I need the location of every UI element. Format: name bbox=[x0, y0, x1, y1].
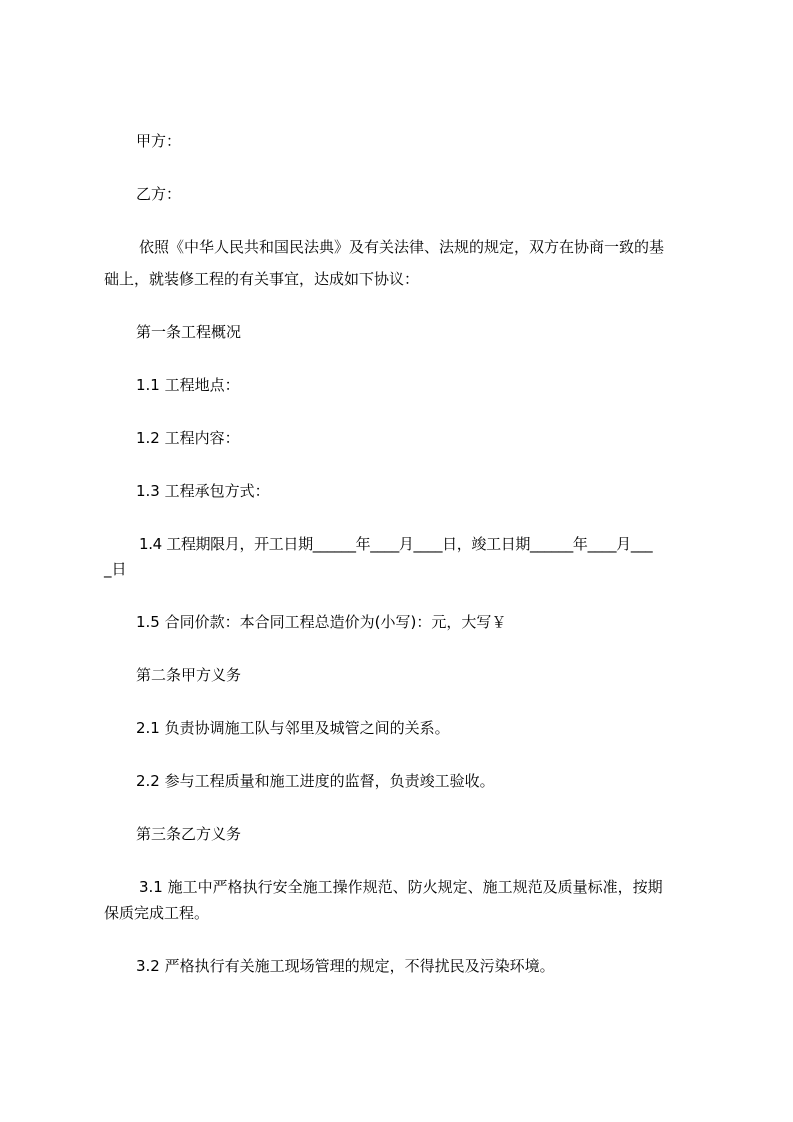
clause-2-2: 2.2 参与工程质量和施工进度的监督，负责竣工验收。 bbox=[136, 772, 495, 790]
clause-1-5: 1.5 合同价款：本合同工程总造价为(小写)：元，大写￥ bbox=[136, 613, 507, 631]
clause-3-1-line2: 保质完成工程。 bbox=[104, 904, 210, 922]
clause-1-1: 1.1 工程地点： bbox=[136, 376, 240, 394]
clause-1-4-line1: 1.4 工程期限月，开工日期______年____月____日，竣工日期______年____月___ bbox=[139, 535, 653, 553]
party-a-label: 甲方： bbox=[136, 132, 182, 150]
clause-3-2: 3.2 严格执行有关施工现场管理的规定，不得扰民及污染环境。 bbox=[136, 957, 555, 975]
clause-2-1: 2.1 负责协调施工队与邻里及城管之间的关系。 bbox=[136, 719, 450, 737]
clause-1-3: 1.3 工程承包方式： bbox=[136, 482, 270, 500]
intro-paragraph-line1: 依照《中华人民共和国民法典》及有关法律、法规的规定，双方在协商一致的基 bbox=[139, 238, 665, 256]
clause-1-2: 1.2 工程内容： bbox=[136, 429, 240, 447]
clause-3-1-line1: 3.1 施工中严格执行安全施工操作规范、防火规定、施工规范及质量标准，按期 bbox=[139, 878, 663, 896]
article1-heading: 第一条工程概况 bbox=[136, 323, 242, 341]
article2-heading: 第二条甲方义务 bbox=[136, 666, 242, 684]
party-b-label: 乙方： bbox=[136, 185, 182, 203]
article3-heading: 第三条乙方义务 bbox=[136, 825, 242, 843]
intro-paragraph-line2: 础上，就装修工程的有关事宜，达成如下协议： bbox=[104, 270, 420, 288]
clause-1-4-line2: _日 bbox=[104, 560, 127, 578]
